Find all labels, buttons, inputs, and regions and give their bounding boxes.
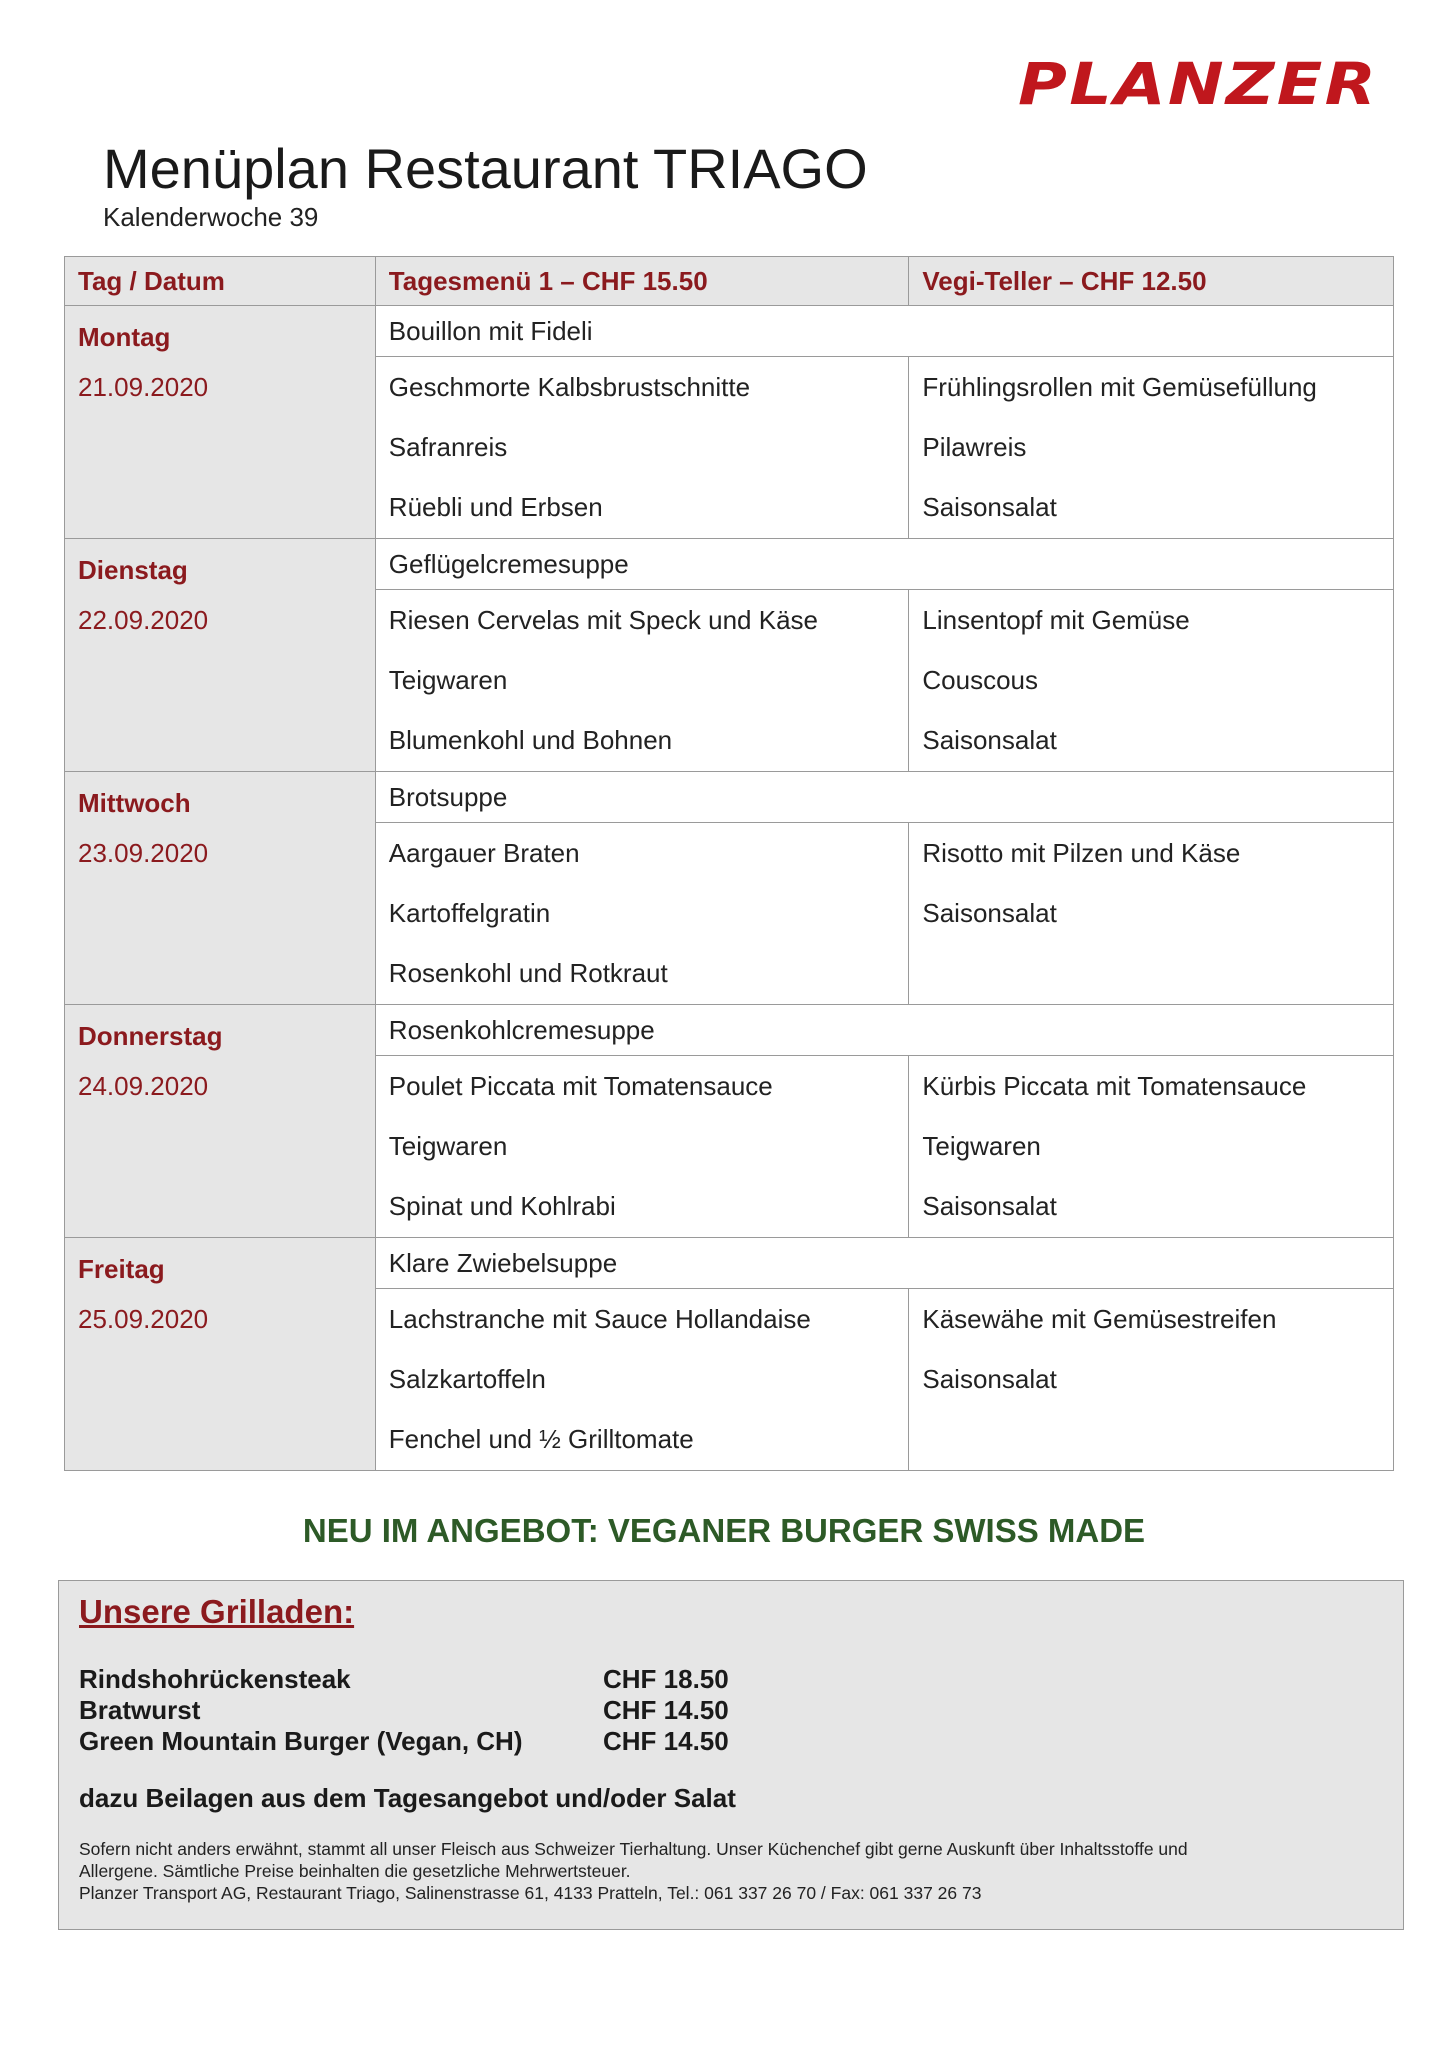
soup-cell: Bouillon mit Fideli [375, 306, 1393, 357]
soup-row [65, 306, 1394, 357]
menu-dish-line: Lachstranche mit Sauce Hollandaise [388, 1304, 811, 1334]
side-dish-note: dazu Beilagen aus dem Tagesangebot und/oder Salat [79, 1783, 736, 1813]
day-cell [65, 306, 376, 539]
day-cell [65, 539, 376, 772]
vegi-dish-line [922, 943, 1380, 1003]
column-header-day: Tag / Datum [65, 257, 376, 306]
day-date: 23.09.2020 [78, 838, 209, 868]
fineprint-line: Allergene. Sämtliche Preise beinhalten die gesetzliche Mehrwertsteuer. [79, 1861, 631, 1881]
soup-cell: Geflügelcremesuppe [375, 539, 1393, 590]
vegi-dish-line: Couscous [922, 665, 1038, 695]
menu-cell [375, 1289, 909, 1471]
day-name: Montag [78, 322, 171, 352]
vegi-cell [909, 823, 1394, 1005]
menu-table [64, 256, 1394, 1471]
grill-item-price: CHF 14.50 [603, 1726, 729, 1756]
menu-dish-line: Kartoffelgratin [388, 898, 551, 928]
menu-dish-line: Poulet Piccata mit Tomatensauce [388, 1071, 773, 1101]
day-date: 25.09.2020 [78, 1304, 209, 1334]
day-cell [65, 1005, 376, 1238]
fineprint-line: Sofern nicht anders erwähnt, stammt all unser Fleisch aus Schweizer Tierhaltung. Unser Küchenchef gibt gerne Auskunft über Inhaltsstoffe und [79, 1839, 1188, 1859]
column-header-vegi: Vegi-Teller – CHF 12.50 [909, 257, 1394, 306]
column-header-menu: Tagesmenü 1 – CHF 15.50 [375, 257, 909, 306]
page-title: Menüplan Restaurant TRIAGO [103, 137, 868, 200]
promo-banner: NEU IM ANGEBOT: VEGANER BURGER SWISS MADE [302, 1512, 1146, 1549]
day-cell [65, 772, 376, 1005]
grill-box [58, 1580, 1404, 1930]
menu-dish-line: Teigwaren [388, 665, 508, 695]
calendar-week: Kalenderwoche 39 [103, 202, 319, 232]
table-header-row [65, 257, 1394, 306]
vegi-dish-line: Saisonsalat [922, 725, 1057, 755]
soup-row [65, 1005, 1394, 1056]
vegi-dish-line: Kürbis Piccata mit Tomatensauce [922, 1071, 1307, 1101]
menu-cell [375, 823, 909, 1005]
menu-dish-line: Blumenkohl und Bohnen [388, 725, 673, 755]
menu-dish-line: Teigwaren [388, 1131, 508, 1161]
day-name: Freitag [78, 1254, 165, 1284]
vegi-dish-line: Saisonsalat [922, 1364, 1057, 1394]
vegi-dish-line: Linsentopf mit Gemüse [922, 605, 1190, 635]
menu-dish-line: Rosenkohl und Rotkraut [388, 958, 668, 988]
grill-item-price: CHF 18.50 [603, 1664, 729, 1694]
soup-cell: Rosenkohlcremesuppe [375, 1005, 1393, 1056]
fineprint-line: Planzer Transport AG, Restaurant Triago, Salinenstrasse 61, 4133 Pratteln, Tel.: 061 337 26 70 / Fax: 061 337 26 73 [79, 1883, 982, 1903]
vegi-dish-line: Frühlingsrollen mit Gemüsefüllung [922, 372, 1317, 402]
menu-dish-line: Safranreis [388, 432, 508, 462]
menu-dish-line: Salzkartoffeln [388, 1364, 546, 1394]
day-date: 24.09.2020 [78, 1071, 209, 1101]
menu-dish-line: Geschmorte Kalbsbrustschnitte [388, 372, 751, 402]
grill-item-name: Bratwurst [79, 1695, 201, 1725]
menu-dish-line: Riesen Cervelas mit Speck und Käse [388, 605, 818, 635]
vegi-dish-line: Saisonsalat [922, 898, 1057, 928]
vegi-cell [909, 1289, 1394, 1471]
vegi-dish-line: Teigwaren [922, 1131, 1041, 1161]
soup-row [65, 1238, 1394, 1289]
menu-cell [375, 1056, 909, 1238]
day-cell [65, 1238, 376, 1471]
soup-cell: Klare Zwiebelsuppe [375, 1238, 1393, 1289]
menu-dish-line: Fenchel und ½ Grilltomate [388, 1424, 694, 1454]
vegi-dish-line: Saisonsalat [922, 1191, 1057, 1221]
menu-dish-line: Spinat und Kohlrabi [388, 1191, 616, 1221]
grill-item-price: CHF 14.50 [603, 1695, 729, 1725]
vegi-dish-line: Saisonsalat [922, 492, 1057, 522]
grill-item-name: Rindshohrückensteak [79, 1664, 351, 1694]
day-name: Mittwoch [78, 788, 191, 818]
day-name: Donnerstag [78, 1021, 223, 1051]
vegi-cell [909, 357, 1394, 539]
vegi-dish-line: Käsewähe mit Gemüsestreifen [922, 1304, 1277, 1334]
day-date: 21.09.2020 [78, 372, 209, 402]
grill-item-name: Green Mountain Burger (Vegan, CH) [79, 1726, 523, 1756]
planzer-logo: PLANZER [1017, 50, 1378, 118]
menu-dish-line: Rüebli und Erbsen [388, 492, 603, 522]
vegi-dish-line: Risotto mit Pilzen und Käse [922, 838, 1241, 868]
vegi-cell [909, 590, 1394, 772]
vegi-cell [909, 1056, 1394, 1238]
soup-cell: Brotsuppe [375, 772, 1393, 823]
grill-title: Unsere Grilladen: [79, 1593, 355, 1630]
vegi-dish-line [922, 1409, 1380, 1469]
menu-dish-line: Aargauer Braten [388, 838, 580, 868]
soup-row [65, 539, 1394, 590]
menu-cell [375, 590, 909, 772]
day-date: 22.09.2020 [78, 605, 209, 635]
soup-row [65, 772, 1394, 823]
menu-cell [375, 357, 909, 539]
day-name: Dienstag [78, 555, 188, 585]
vegi-dish-line: Pilawreis [922, 432, 1027, 462]
